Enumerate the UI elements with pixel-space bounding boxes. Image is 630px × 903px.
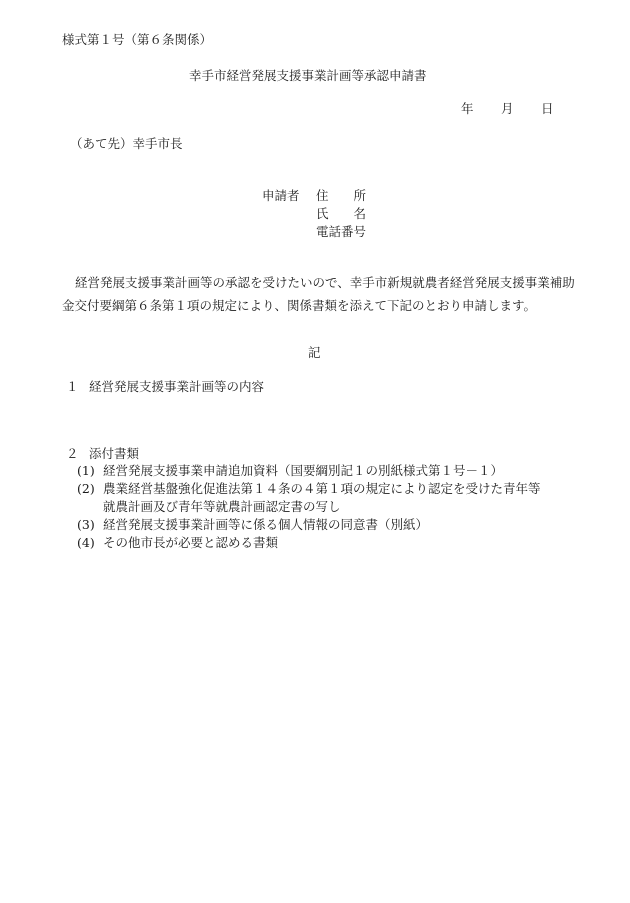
date-day-label: 日	[541, 101, 554, 116]
request-statement-text: 経営発展支援事業計画等の承認を受けたいので、幸手市新規就農者経営発展支援事業補助金交付要綱第６条第１項の規定により、関係書類を添えて下記のとおり申請します。	[62, 275, 575, 313]
ki-label: 記	[308, 345, 321, 360]
attachment-item-2-text-line-2: 就農計画及び青年等就農計画認定書の写し	[103, 499, 341, 514]
applicant-address-label: 住 所	[316, 188, 367, 203]
section-2-number: ２	[66, 446, 79, 461]
section-2-title: 添付書類	[89, 446, 140, 461]
request-statement	[62, 272, 587, 317]
attachment-item-4-text: その他市長が必要と認める書類	[103, 535, 279, 550]
form-number-label: 様式第１号（第６条関係）	[62, 32, 213, 47]
document-title: 幸手市経営発展支援事業計画等承認申請書	[189, 68, 427, 83]
section-1-number: １	[66, 379, 79, 394]
attachment-item-2-text-line-1: 農業経営基盤強化促進法第１４条の４第１項の規定により認定を受けた青年等	[103, 481, 541, 496]
attachment-item-3-number: (3)	[77, 517, 95, 532]
applicant-phone-label: 電話番号	[316, 224, 367, 239]
attachment-item-3-text: 経営発展支援事業計画等に係る個人情報の同意書（別紙）	[103, 517, 429, 532]
attachment-item-1-number: (1)	[77, 463, 95, 478]
applicant-label: 申請者	[262, 188, 300, 203]
addressee: （あて先）幸手市長	[70, 136, 183, 151]
date-month-label: 月	[501, 101, 514, 116]
section-1-title: 経営発展支援事業計画等の内容	[89, 379, 265, 394]
applicant-name-label: 氏 名	[316, 206, 367, 221]
attachment-item-2-number: (2)	[77, 481, 95, 496]
attachment-item-4-number: (4)	[77, 535, 95, 550]
attachment-item-1-text: 経営発展支援事業申請追加資料（国要綱別記１の別紙様式第１号－１）	[103, 463, 504, 478]
date-year-label: 年	[461, 101, 474, 116]
